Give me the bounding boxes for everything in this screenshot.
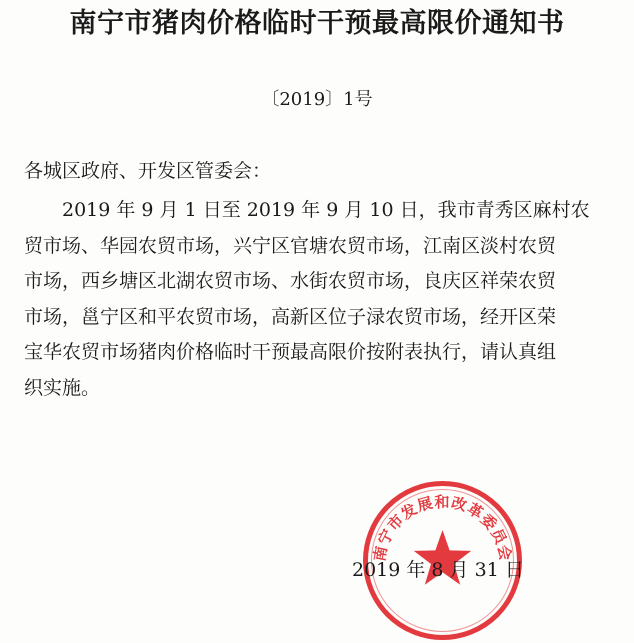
body-line: 贸市场、华园农贸市场，兴宁区官塘农贸市场，江南区淡村农贸	[24, 234, 557, 257]
document-date: 2019 年 8 月 31 日	[352, 559, 524, 581]
body-paragraph	[24, 196, 624, 409]
document-number: 〔2019〕1号	[261, 89, 373, 110]
body-line: 织实施。	[24, 376, 101, 399]
body-line: 2019 年 9 月 1 日至 2019 年 9 月 10 日，我市青秀区麻村农	[62, 199, 590, 221]
document-title: 南宁市猪肉价格临时干预最高限价通知书	[69, 8, 565, 39]
body-line: 市场，西乡塘区北湖农贸市场、水街农贸市场，良庆区祥荣农贸	[24, 270, 557, 292]
addressee: 各城区政府、开发区管委会：	[24, 160, 272, 182]
svg-text:南宁市发展和改革委员会: 南宁市发展和改革委员会	[370, 492, 515, 563]
body-line: 市场，邕宁区和平农贸市场，高新区位子渌农贸市场，经开区荣	[24, 305, 557, 328]
body-line: 宝华农贸市场猪肉价格临时干预最高限价按附表执行，请认真组	[24, 341, 557, 363]
